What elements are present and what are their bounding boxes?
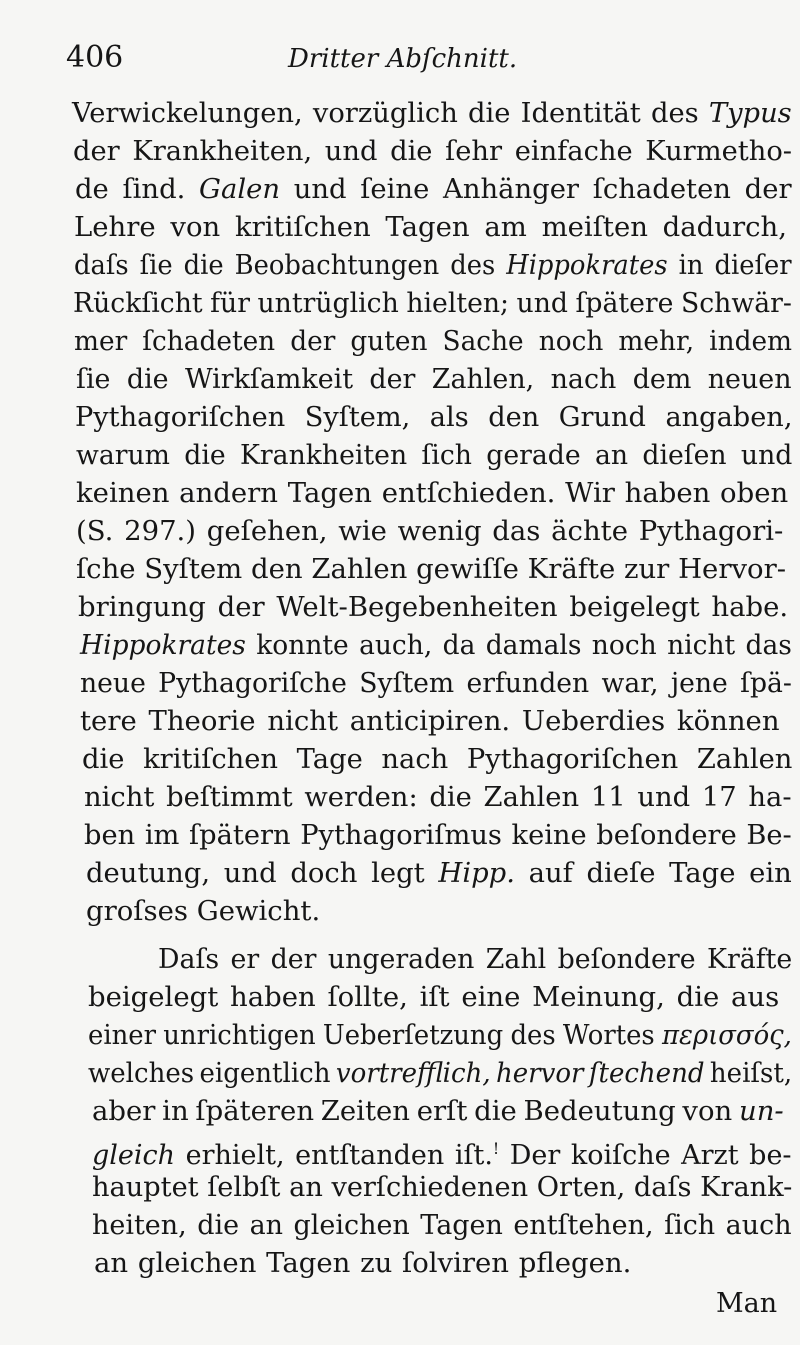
- text-line: ſie die Wirkſamkeit der Zahlen, nach dem neuen: [76, 363, 792, 395]
- text-line: groſses Gewicht.: [86, 895, 321, 927]
- text-line: deutung, und doch legt Hipp. auf dieſe Tage ein: [86, 857, 792, 889]
- text-line: heiten, die an gleichen Tagen entſtehen, ſich auch: [92, 1209, 792, 1241]
- text-line: Lehre von kritiſchen Tagen am meiſten dadurch,: [74, 211, 787, 243]
- page-number: 406: [66, 40, 124, 75]
- text-line: aber in ſpäteren Zeiten erſt die Bedeutung von un-: [92, 1095, 784, 1127]
- text-line: Verwickelungen, vorzüglich die Identität des Typus: [72, 97, 792, 129]
- text-line: die kritiſchen Tage nach Pythagoriſchen Zahlen: [82, 743, 793, 775]
- text-line: warum die Krankheiten ſich gerade an dieſen und: [76, 439, 793, 471]
- text-line: welches eigentlich vortrefflich, hervor ſtechend heiſst,: [88, 1057, 793, 1089]
- text-line: einer unrichtigen Ueberſetzung des Wortes περισσός,: [88, 1019, 792, 1051]
- text-line: ben im ſpätern Pythagoriſmus keine beſondere Be-: [84, 819, 792, 851]
- text-line: Daſs er der ungeraden Zahl beſondere Kräfte: [158, 943, 793, 975]
- text-line: Pythagoriſchen Syſtem, als den Grund angaben,: [75, 401, 793, 433]
- text-line: mer ſchadeten der guten Sache noch mehr, indem: [74, 325, 793, 357]
- catchword: Man: [716, 1288, 778, 1319]
- text-line: daſs ſie die Beobachtungen des Hippokrates in dieſer: [74, 249, 792, 281]
- text-line: de ſind. Galen und ſeine Anhänger ſchadeten der: [75, 173, 792, 205]
- text-line: bringung der Welt-Begebenheiten beigelegt habe.: [78, 591, 789, 623]
- text-line: an gleichen Tagen zu ſolviren pflegen.: [94, 1247, 632, 1279]
- text-line: keinen andern Tagen entſchieden. Wir haben oben: [76, 477, 789, 509]
- text-line: gleich erhielt, entſtanden iſt.! Der koiſche Arzt be-: [92, 1139, 792, 1172]
- text-line: hauptet ſelbſt an verſchiedenen Orten, daſs Krank-: [92, 1171, 793, 1203]
- text-line: beigelegt haben ſollte, iſt eine Meinung, die aus: [88, 981, 780, 1013]
- text-line: ſche Syſtem den Zahlen gewiſſe Kräfte zur Hervor-: [76, 553, 787, 585]
- text-line: (S. 297.) geſehen, wie wenig das ächte Pythagori-: [76, 515, 784, 547]
- text-line: Rückſicht für untrüglich hielten; und ſpätere Schwär-: [73, 287, 792, 319]
- page-header: [66, 40, 756, 80]
- text-line: tere Theorie nicht anticipiren. Ueberdies können: [80, 705, 780, 737]
- footnote-mark: !: [492, 1139, 500, 1158]
- text-line: nicht beſtimmt werden: die Zahlen 11 und 17 ha-: [84, 781, 792, 813]
- text-line: neue Pythagoriſche Syſtem erfunden war, jene ſpä-: [80, 667, 792, 699]
- text-line: Hippokrates konnte auch, da damals noch nicht das: [80, 629, 792, 661]
- text-line: der Krankheiten, und die ſehr einfache Kurmetho-: [73, 135, 793, 167]
- running-head: Dritter Abſchnitt.: [288, 44, 518, 74]
